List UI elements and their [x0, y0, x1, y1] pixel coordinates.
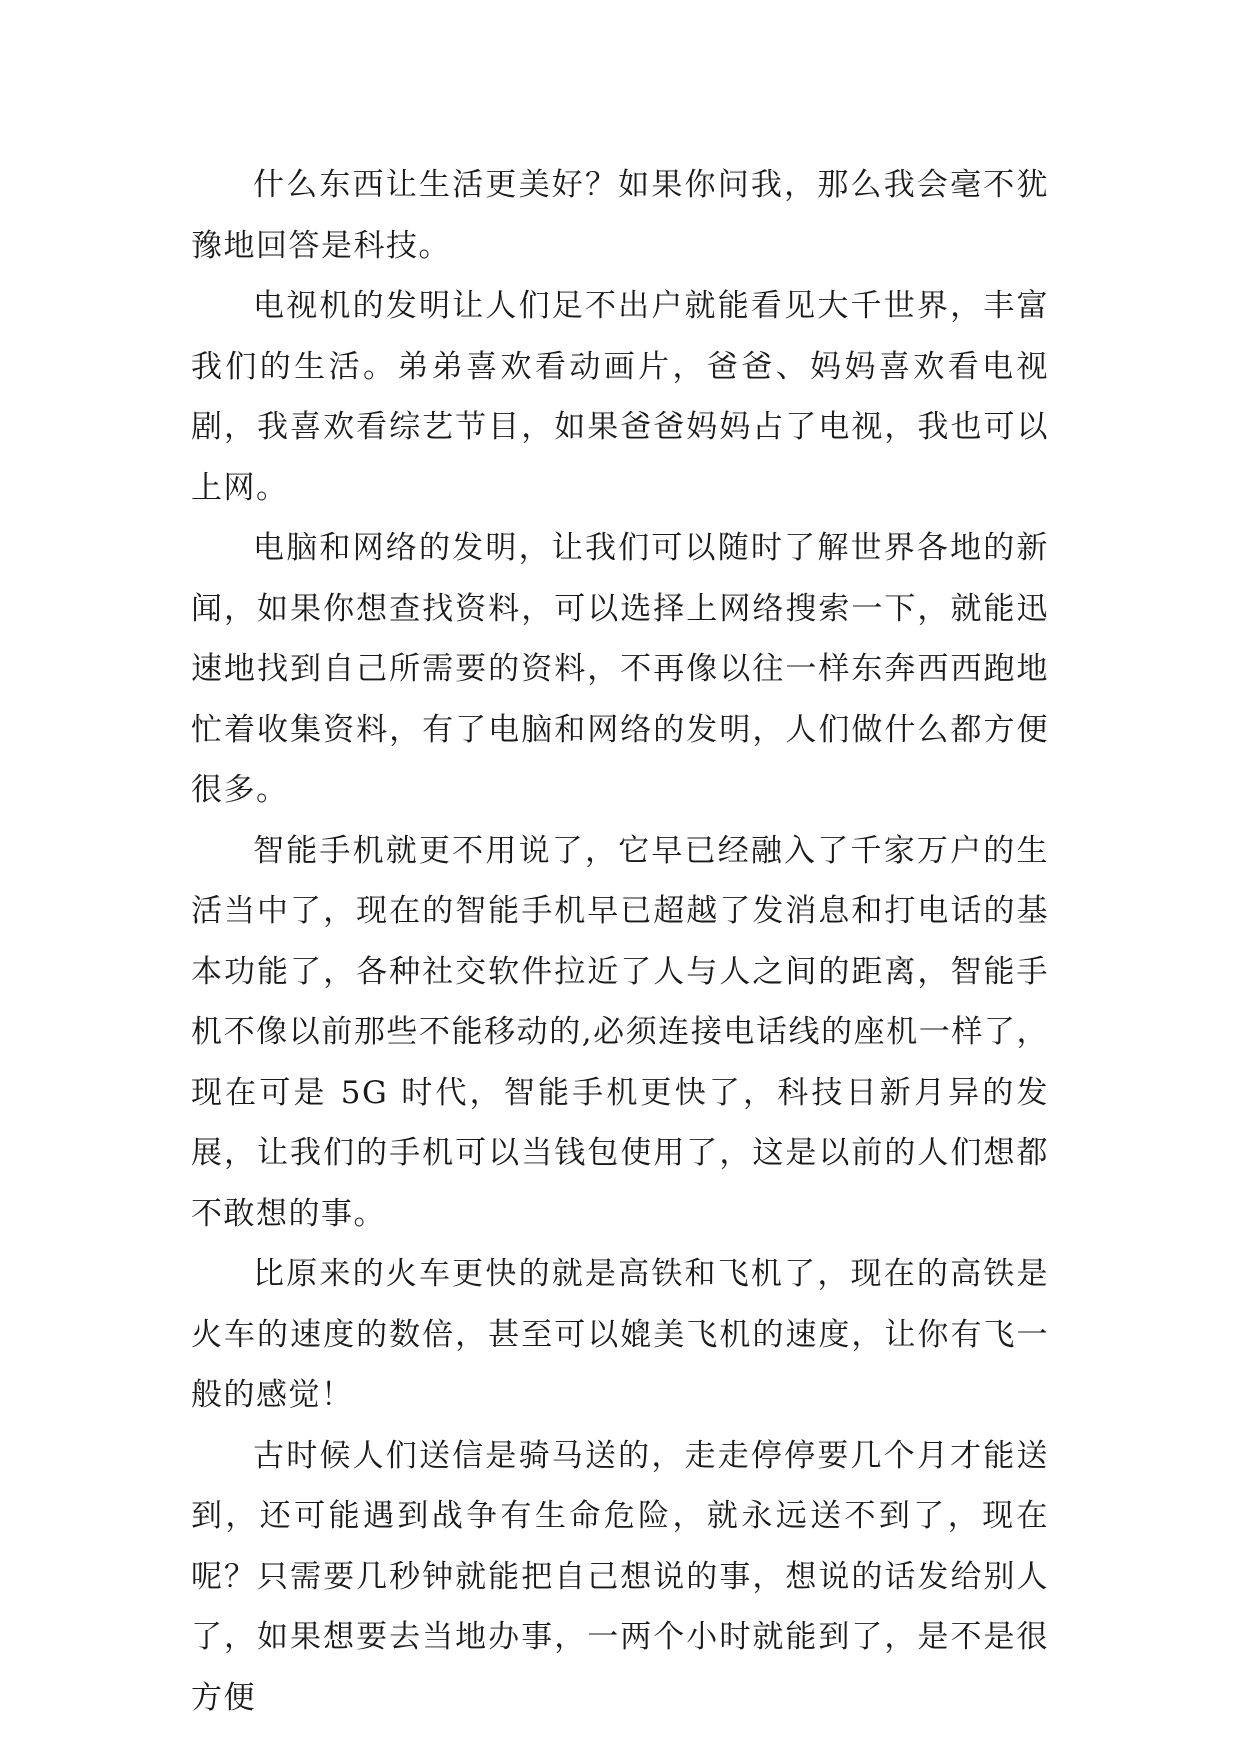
- paragraph-1: 什么东西让生活更美好？如果你问我，那么我会毫不犹豫地回答是科技。: [191, 167, 1049, 264]
- paragraph-2: 电视机的发明让人们足不出户就能看见大千世界，丰富我们的生活。弟弟喜欢看动画片，爸爸、妈妈喜欢看电视剧，我喜欢看综艺节目，如果爸爸妈妈占了电视，我也可以上网。: [191, 288, 1049, 506]
- paragraph-4: 智能手机就更不用说了，它早已经融入了千家万户的生活当中了，现在的智能手机早已超越了发消息和打电话的基本功能了，各种社交软件拉近了人与人之间的距离，智能手机不像以前那些不能移动的,必须连接电话线的座机一样了，现在可是 5G 时代，智能手机更快了，科技日新月异的发展，让我们的手机可以当钱包使用了，这是以前的人们想都不敢想的事。: [191, 832, 1049, 1232]
- paragraph-6: 古时候人们送信是骑马送的，走走停停要几个月才能送到，还可能遇到战争有生命危险，就永远送不到了，现在呢？只需要几秒钟就能把自己想说的事，想说的话发给别人了，如果想要去当地办事，一两个小时就能到了，是不是很方便: [191, 1437, 1049, 1716]
- document-body: [191, 155, 1049, 1728]
- paragraph-5: 比原来的火车更快的就是高铁和飞机了，现在的高铁是火车的速度的数倍，甚至可以媲美飞机的速度，让你有飞一般的感觉！: [191, 1256, 1049, 1413]
- paragraph-3: 电脑和网络的发明，让我们可以随时了解世界各地的新闻，如果你想查找资料，可以选择上网络搜索一下，就能迅速地找到自己所需要的资料，不再像以往一样东奔西西跑地忙着收集资料，有了电脑和网络的发明，人们做什么都方便很多。: [191, 530, 1049, 808]
